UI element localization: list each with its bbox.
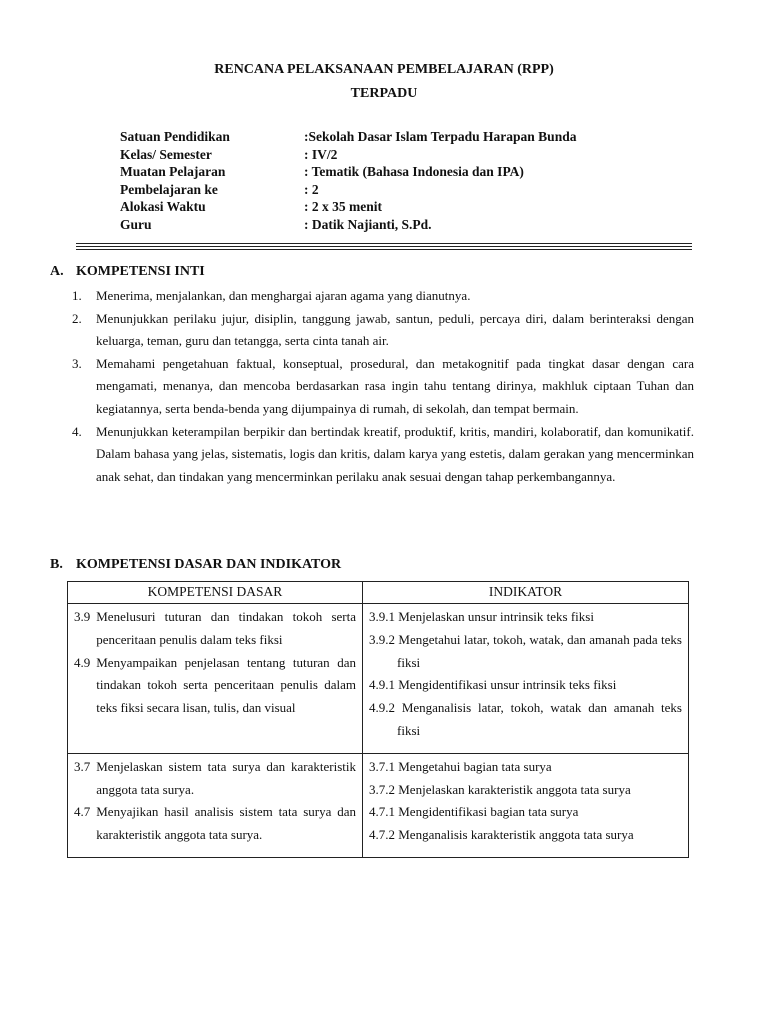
indikator-item: 4.7.1 Mengidentifikasi bagian tata surya (369, 804, 579, 820)
section-title: KOMPETENSI DASAR DAN INDIKATOR (76, 557, 342, 572)
kd-entry (74, 652, 356, 720)
identity-value: : 2 (304, 181, 319, 197)
table-row (68, 753, 689, 857)
list-item (72, 421, 694, 489)
identity-row-guru (120, 216, 576, 234)
section-b-heading (50, 557, 341, 573)
identity-table (120, 128, 576, 234)
kd-text: Menelusuri tuturan dan tindakan tokoh serta penceritaan penulis dalam teks fiksi (96, 609, 356, 647)
identity-value: : Tematik (Bahasa Indonesia dan IPA) (304, 164, 524, 180)
divider-line-top (76, 243, 692, 244)
identity-label: Kelas/ Semester (120, 146, 212, 162)
kd-code: 3.7 (74, 758, 91, 774)
document-title: RENCANA PELAKSANAAN PEMBELAJARAN (RPP) (214, 62, 554, 77)
indikator-item: 3.9.1 Menjelaskan unsur intrinsik teks fiksi (369, 609, 594, 624)
identity-value: : 2 x 35 menit (304, 199, 382, 215)
column-header-indikator: INDIKATOR (363, 582, 689, 604)
kompetensi-dasar-table (67, 581, 689, 858)
kd-code: 4.7 (74, 804, 91, 820)
identity-row-satuan (120, 128, 576, 146)
list-number: 2. (72, 310, 82, 326)
section-letter: A. (50, 264, 64, 279)
document-subtitle: TERPADU (350, 86, 418, 101)
identity-label: Satuan Pendidikan (120, 129, 230, 144)
identity-row-alokasi (120, 198, 576, 216)
kd-entry (74, 756, 356, 802)
list-text: Memahami pengetahuan faktual, konseptual, prosedural, dan metakognitif pada tingkat dasar dengan cara mengamati, menanya, dan mencoba berdasarkan rasa ingin tahu tentang dirinya, makhluk ciptaan Tuhan dan kegiatannya, serta benda-benda yang dijumpainya di rumah, di sekolah, dan tempat bermain. (96, 355, 694, 416)
divider-line-middle (76, 246, 692, 247)
indikator-item: 3.9.2 Mengetahui latar, tokoh, watak, dan amanah pada teks fiksi (369, 631, 682, 670)
identity-label: Alokasi Waktu (120, 199, 206, 215)
identity-row-pembelajaran (120, 181, 576, 199)
table-header-row (68, 582, 689, 604)
list-text: Menunjukkan keterampilan berpikir dan bertindak kreatif, produktif, kritis, mandiri, kolaboratif, dan komunikatif. Dalam bahasa yang jelas, sistematis, logis dan kritis, dalam karya yang estetis, dalam gerakan yang mencerminkan anak sehat, dan tindakan yang mencerminkan perilaku anak sesuai dengan tahap perkembangannya. (96, 423, 694, 484)
list-number: 4. (72, 423, 82, 439)
identity-label: Guru (120, 216, 152, 232)
identity-value: : Datik Najianti, S.Pd. (304, 216, 432, 232)
kd-code: 4.9 (74, 654, 91, 670)
identity-label: Pembelajaran ke (120, 181, 218, 197)
kompetensi-inti-list (72, 285, 694, 488)
indikator-cell (363, 753, 689, 857)
list-item (72, 308, 694, 353)
section-letter: B. (50, 557, 63, 572)
column-header-kd: KOMPETENSI DASAR (68, 582, 363, 604)
kd-code: 3.9 (74, 609, 91, 624)
list-item (72, 353, 694, 421)
table-row (68, 604, 689, 754)
indikator-cell (363, 604, 689, 754)
indikator-item: 3.7.1 Mengetahui bagian tata surya (369, 758, 552, 774)
identity-row-muatan (120, 163, 576, 181)
indikator-item: 4.9.1 Mengidentifikasi unsur intrinsik teks fiksi (369, 677, 617, 693)
list-number: 3. (72, 355, 82, 371)
kd-cell (68, 604, 363, 754)
identity-label: Muatan Pelajaran (120, 164, 226, 180)
identity-value: : IV/2 (304, 146, 338, 162)
kd-cell (68, 753, 363, 857)
kd-text: Menyajikan hasil analisis sistem tata surya dan karakteristik anggota tata surya. (96, 804, 356, 843)
list-text: Menunjukkan perilaku jujur, disiplin, tanggung jawab, santun, peduli, percaya diri, dalam berinteraksi dengan keluarga, teman, guru dan tetangga, serta cinta tanah air. (96, 310, 694, 349)
kd-text: Menyampaikan penjelasan tentang tuturan dan tindakan tokoh serta penceritaan penulis dalam teks fiksi secara lisan, tulis, dan visual (96, 654, 356, 716)
indikator-item: 4.9.2 Menganalisis latar, tokoh, watak dan amanah teks fiksi (369, 700, 682, 738)
indikator-item: 4.7.2 Menganalisis karakteristik anggota tata surya (369, 827, 634, 843)
kd-entry (74, 606, 356, 652)
kd-entry (74, 801, 356, 847)
section-a-heading (50, 264, 205, 280)
list-item (72, 285, 694, 308)
identity-row-kelas (120, 146, 576, 164)
list-text: Menerima, menjalankan, dan menghargai ajaran agama yang dianutnya. (96, 288, 471, 303)
identity-value: :Sekolah Dasar Islam Terpadu Harapan Bunda (304, 129, 577, 144)
indikator-item: 3.7.2 Menjelaskan karakteristik anggota tata surya (369, 781, 631, 797)
list-number: 1. (72, 288, 82, 303)
section-title: KOMPETENSI INTI (76, 264, 205, 279)
divider-line-bottom (76, 249, 692, 250)
kd-text: Menjelaskan sistem tata surya dan karakteristik anggota tata surya. (96, 758, 356, 797)
